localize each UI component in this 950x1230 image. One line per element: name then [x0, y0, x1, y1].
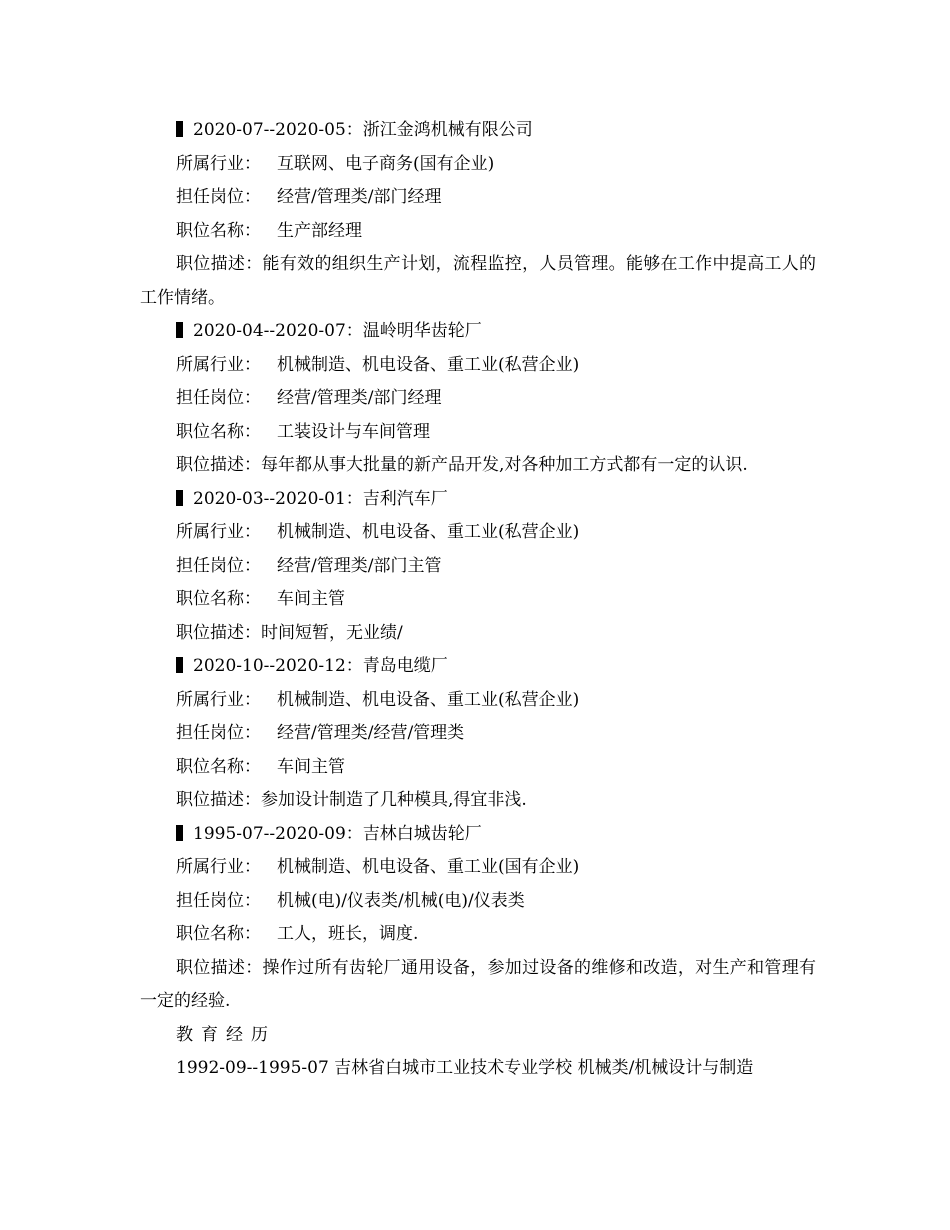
job-entry — [140, 315, 816, 483]
job-period-company: 2020-04--2020-07：温岭明华齿轮厂 — [193, 321, 482, 341]
bullet-icon — [176, 121, 183, 137]
job-header — [140, 114, 816, 148]
job-description: 职位描述：能有效的组织生产计划，流程监控，人员管理。能够在工作中提高工人的工作情绪。 — [140, 254, 817, 308]
job-title: 职位名称： 车间主管 — [176, 589, 345, 609]
job-period-company: 1995-07--2020-09：吉林白城齿轮厂 — [193, 823, 482, 844]
job-description: 职位描述：时间短暂，无业绩/ — [176, 622, 403, 643]
bullet-icon — [176, 490, 183, 506]
bullet-icon — [176, 657, 183, 673]
bullet-icon — [176, 825, 183, 841]
job-period-company: 2020-03--2020-01：吉利汽车厂 — [193, 488, 448, 509]
job-entry — [140, 650, 816, 818]
education-section — [140, 1019, 816, 1086]
job-title: 职位名称： 工人，班长，调度. — [176, 924, 419, 944]
job-title: 职位名称： 工装设计与车间管理 — [176, 421, 430, 442]
job-header — [140, 483, 816, 517]
job-post: 担任岗位： 机械(电)/仪表类/机械(电)/仪表类 — [176, 890, 525, 911]
education-entry: 1992-09--1995-07 吉林省白城市工业技术专业学校 机械类/机械设计与制造 — [176, 1058, 754, 1078]
job-title: 职位名称： 生产部经理 — [176, 220, 362, 241]
job-post: 担任岗位： 经营/管理类/部门主管 — [176, 555, 442, 576]
job-title: 职位名称： 车间主管 — [176, 756, 345, 777]
education-heading: 教育经历 — [176, 1024, 276, 1045]
job-industry: 所属行业： 机械制造、机电设备、重工业(国有企业) — [176, 857, 580, 877]
job-post: 担任岗位： 经营/管理类/经营/管理类 — [176, 723, 465, 743]
job-industry: 所属行业： 机械制造、机电设备、重工业(私营企业) — [176, 522, 580, 542]
job-description: 职位描述：每年都从事大批量的新产品开发,对各种加工方式都有一定的认识. — [176, 455, 748, 475]
job-industry: 所属行业： 机械制造、机电设备、重工业(私营企业) — [176, 689, 580, 710]
job-industry: 所属行业： 互联网、电子商务(国有企业) — [176, 153, 495, 174]
job-post: 担任岗位： 经营/管理类/部门经理 — [176, 388, 442, 408]
job-description: 职位描述：参加设计制造了几种模具,得宜非浅. — [176, 790, 527, 810]
job-header — [140, 650, 816, 684]
job-industry: 所属行业： 机械制造、机电设备、重工业(私营企业) — [176, 354, 580, 375]
bullet-icon — [176, 322, 183, 338]
job-period-company: 2020-10--2020-12：青岛电缆厂 — [193, 656, 448, 676]
job-header — [140, 315, 816, 349]
job-period-company: 2020-07--2020-05：浙江金鸿机械有限公司 — [193, 120, 533, 140]
job-description: 职位描述：操作过所有齿轮厂通用设备，参加过设备的维修和改造，对生产和管理有一定的经验. — [140, 957, 817, 1011]
job-header — [140, 818, 816, 852]
work-experience-section — [140, 114, 816, 1086]
job-entry — [140, 483, 816, 651]
job-entry — [140, 818, 816, 1019]
job-post: 担任岗位： 经营/管理类/部门经理 — [176, 187, 442, 207]
job-entry — [140, 114, 816, 315]
